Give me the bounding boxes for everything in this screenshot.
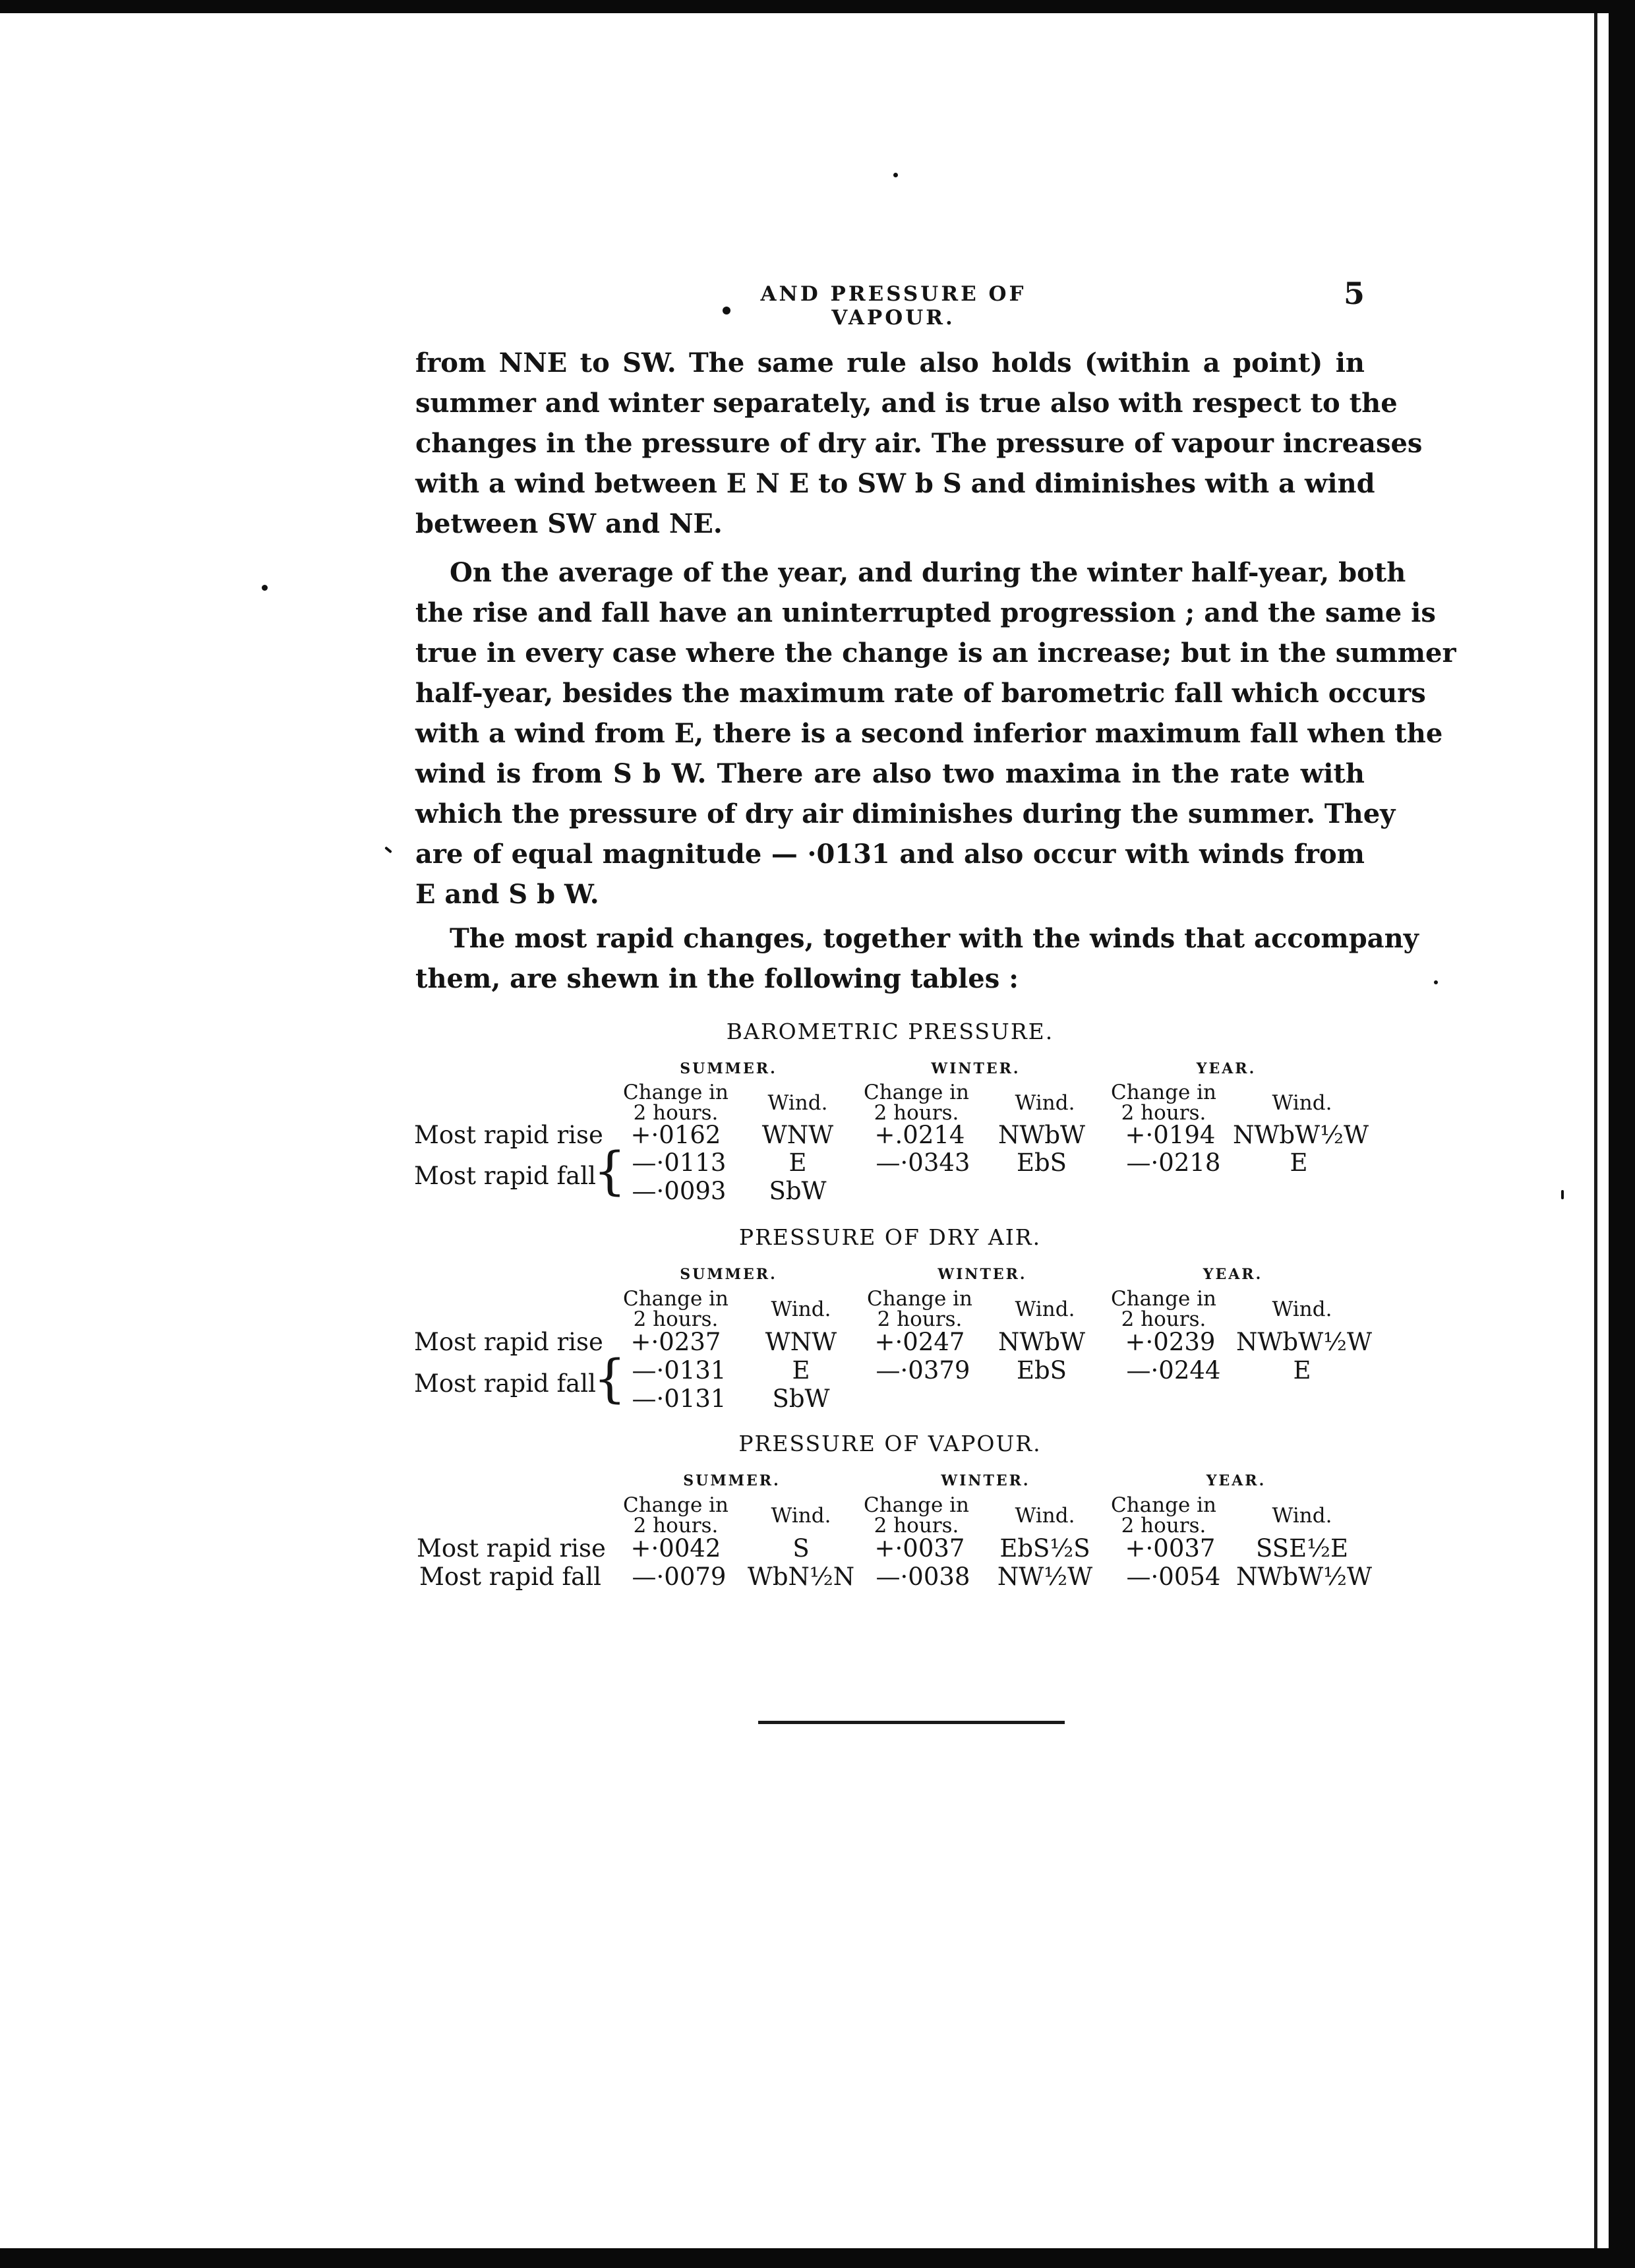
change-header-line: Change in (622, 1081, 729, 1104)
season-header-winter: WINTER. (941, 1472, 1030, 1489)
table-title: PRESSURE OF DRY AIR. (738, 1224, 1042, 1250)
change-header (620, 1289, 732, 1330)
change-header-line: Change in (622, 1493, 729, 1517)
season-header-year: YEAR. (1206, 1472, 1266, 1489)
change-header-line: 2 hours. (633, 1101, 719, 1125)
value-cell: —·0131 (632, 1385, 727, 1413)
change-header (620, 1083, 732, 1123)
scan-speck (262, 585, 268, 591)
text-line: E and S b W. (415, 879, 599, 910)
change-header-line: Change in (863, 1081, 970, 1104)
page-number: 5 (1344, 276, 1365, 311)
wind-header: Wind. (771, 1504, 831, 1528)
wind-header: Wind. (1015, 1298, 1075, 1321)
change-header-line: 2 hours. (877, 1307, 963, 1331)
season-header-summer: SUMMER. (680, 1266, 777, 1283)
text-line: are of equal magnitude — ·0131 and also occur with winds from (415, 839, 1365, 870)
value-cell: +·0194 (1125, 1121, 1216, 1149)
change-header (860, 1495, 972, 1536)
scan-border-top (0, 0, 1635, 13)
text-line: On the average of the year, and during the winter half-year, both (450, 557, 1406, 588)
scan-speck (893, 173, 898, 177)
wind-cell: NWbW (997, 1328, 1086, 1356)
value-cell: —·0343 (876, 1149, 970, 1177)
value-cell: —·0054 (1126, 1563, 1221, 1591)
change-header-line: 2 hours. (633, 1307, 719, 1331)
text-line: summer and winter separately, and is true also with respect to the (415, 388, 1398, 419)
wind-cell: SSE½E (1256, 1534, 1348, 1563)
change-header-line: Change in (1110, 1081, 1217, 1104)
value-cell: —·0218 (1126, 1149, 1221, 1177)
wind-header: Wind. (1272, 1091, 1332, 1115)
season-header-summer: SUMMER. (680, 1060, 777, 1077)
wind-header: Wind. (1015, 1504, 1075, 1528)
season-header-year: YEAR. (1196, 1060, 1257, 1077)
row-label-rise: Most rapid rise (414, 1121, 603, 1149)
brace-glyph: { (593, 1142, 626, 1201)
value-cell: +·0239 (1125, 1328, 1216, 1356)
wind-cell: E (1290, 1149, 1308, 1177)
text-line: the rise and fall have an uninterrupted progression ; and the same is (415, 597, 1436, 628)
wind-cell: EbS (1016, 1356, 1067, 1385)
change-header-line: 2 hours. (1121, 1101, 1206, 1125)
change-header (1108, 1083, 1220, 1123)
season-header-summer: SUMMER. (683, 1472, 781, 1489)
change-header-line: 2 hours. (874, 1101, 959, 1125)
wind-cell: NWbW½W (1233, 1121, 1369, 1149)
wind-cell: S (792, 1534, 810, 1563)
change-header-line: Change in (863, 1493, 970, 1517)
change-header-line: 2 hours. (1121, 1514, 1206, 1537)
text-line: changes in the pressure of dry air. The pressure of vapour increases (415, 428, 1423, 459)
change-header-line: 2 hours. (874, 1514, 959, 1537)
change-header-line: 2 hours. (1121, 1307, 1206, 1331)
table-title: PRESSURE OF VAPOUR. (738, 1431, 1042, 1456)
wind-cell: WbN½N (747, 1563, 855, 1591)
season-header-winter: WINTER. (931, 1060, 1021, 1077)
wind-cell: SbW (772, 1385, 830, 1413)
value-cell: —·0038 (876, 1563, 970, 1591)
wind-cell: EbS (1016, 1149, 1067, 1177)
wind-cell: WNW (765, 1328, 837, 1356)
value-cell: —·0131 (632, 1356, 727, 1385)
scan-speck (384, 847, 392, 854)
text-line: half-year, besides the maximum rate of barometric fall which occurs (415, 678, 1426, 709)
value-cell: —·0379 (876, 1356, 970, 1385)
wind-header: Wind. (767, 1091, 828, 1115)
value-cell: —·0079 (632, 1563, 727, 1591)
running-head: AND PRESSURE OF VAPOUR. (760, 282, 1026, 330)
change-header-line: 2 hours. (633, 1514, 719, 1537)
wind-cell: NWbW½W (1236, 1563, 1373, 1591)
change-header (860, 1083, 972, 1123)
brace-glyph: { (593, 1350, 626, 1409)
scan-speck (1561, 1190, 1564, 1199)
row-label-fall: Most rapid fall (419, 1563, 601, 1591)
wind-cell: E (792, 1356, 810, 1385)
wind-cell: NW½W (997, 1563, 1093, 1591)
text-line: from NNE to SW. The same rule also holds (within a point) in (415, 347, 1365, 378)
paragraph-2 (415, 552, 1456, 914)
text-line: The most rapid changes, together with the winds that accompany (450, 923, 1419, 954)
text-line: with a wind between E N E to SW b S and diminishes with a wind (415, 468, 1375, 499)
table-title: BAROMETRIC PRESSURE. (726, 1019, 1054, 1044)
wind-cell: E (788, 1149, 807, 1177)
value-cell: +.0214 (874, 1121, 965, 1149)
change-header-line: Change in (1110, 1493, 1217, 1517)
text-line: with a wind from E, there is a second inferior maximum fall when the (415, 718, 1443, 749)
row-label-rise: Most rapid rise (417, 1534, 606, 1563)
wind-cell: EbS½S (999, 1534, 1090, 1563)
value-cell: +·0237 (630, 1328, 721, 1356)
change-header (1108, 1289, 1220, 1330)
value-cell: +·0037 (874, 1534, 965, 1563)
wind-header: Wind. (1272, 1504, 1332, 1528)
wind-cell: WNW (761, 1121, 834, 1149)
paragraph-1 (415, 343, 1423, 544)
change-header-line: Change in (622, 1287, 729, 1311)
value-cell: —·0244 (1126, 1356, 1221, 1385)
wind-header: Wind. (771, 1298, 831, 1321)
wind-cell: NWbW½W (1236, 1328, 1373, 1356)
text-line: which the pressure of dry air diminishes during the summer. They (415, 798, 1396, 829)
value-cell: —·0093 (632, 1177, 727, 1205)
value-cell: +·0247 (874, 1328, 965, 1356)
change-header (1108, 1495, 1220, 1536)
wind-cell: SbW (769, 1177, 827, 1205)
row-label-rise: Most rapid rise (414, 1328, 603, 1356)
wind-cell: NWbW (997, 1121, 1086, 1149)
row-label-fall: Most rapid fall (414, 1369, 596, 1398)
value-cell: +·0037 (1125, 1534, 1216, 1563)
section-end-rule (758, 1721, 1065, 1724)
text-line: between SW and NE. (415, 508, 723, 539)
scan-speck (1434, 980, 1438, 984)
season-header-year: YEAR. (1203, 1266, 1263, 1283)
paragraph-3 (415, 918, 1419, 999)
season-header-winter: WINTER. (937, 1266, 1027, 1283)
scan-border-bottom (0, 2248, 1635, 2268)
text-line: wind is from S b W. There are also two maxima in the rate with (415, 758, 1365, 789)
value-cell: —·0113 (632, 1149, 727, 1177)
scan-border-right-inner (1594, 13, 1597, 2248)
text-line: them, are shewn in the following tables : (415, 963, 1019, 994)
value-cell: +·0162 (630, 1121, 721, 1149)
change-header-line: Change in (1110, 1287, 1217, 1311)
value-cell: +·0042 (630, 1534, 721, 1563)
wind-cell: E (1293, 1356, 1311, 1385)
row-label-fall: Most rapid fall (414, 1162, 596, 1190)
wind-header: Wind. (1015, 1091, 1075, 1115)
wind-header: Wind. (1272, 1298, 1332, 1321)
change-header-line: Change in (866, 1287, 973, 1311)
change-header (620, 1495, 732, 1536)
scan-border-right (1609, 0, 1635, 2268)
change-header (864, 1289, 976, 1330)
text-line: true in every case where the change is an increase; but in the summer (415, 638, 1456, 669)
